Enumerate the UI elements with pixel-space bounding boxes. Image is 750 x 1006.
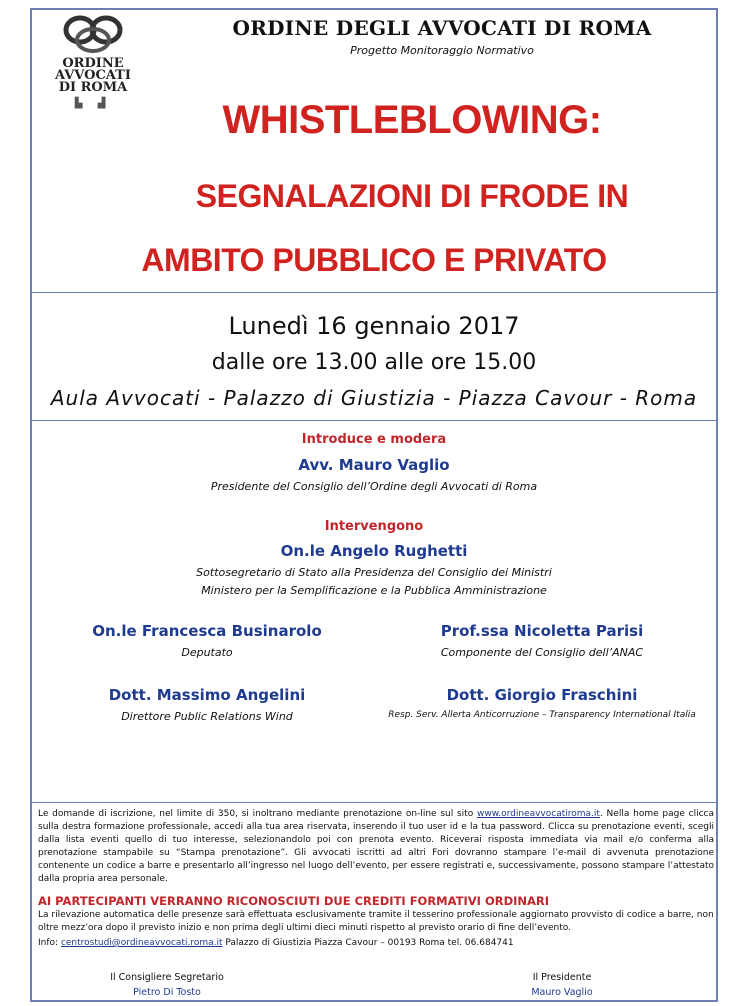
logo-line: DI ROMA xyxy=(58,80,128,95)
logo-line: ORDINE xyxy=(62,56,124,71)
speaker-card xyxy=(72,622,342,659)
signature-name: Mauro Vaglio xyxy=(531,987,593,998)
contact-info xyxy=(38,938,714,948)
organization-name: ORDINE DEGLI AVVOCATI DI ROMA xyxy=(232,16,652,40)
info-address: Palazzo di Giustizia Piazza Cavour – 00193 Roma tel. 06.684741 xyxy=(222,938,514,948)
main-speaker-role: Ministero per la Semplificazione e la Pubblica Amministrazione xyxy=(201,584,547,597)
speaker-card xyxy=(392,622,692,659)
speaker-name: Dott. Massimo Angelini xyxy=(108,686,306,704)
signature-name: Pietro Di Tosto xyxy=(133,987,201,998)
event-title-line3: AMBITO PUBBLICO E PRIVATO xyxy=(141,242,607,278)
speaker-name: Prof.ssa Nicoletta Parisi xyxy=(440,622,644,640)
signature-title: Il Presidente xyxy=(532,972,592,983)
signature-secretary xyxy=(72,972,262,998)
main-speaker-name: On.le Angelo Rughetti xyxy=(280,542,468,560)
speaker-name: Dott. Giorgio Fraschini xyxy=(446,686,638,704)
registration-info xyxy=(38,808,714,886)
speakers-label: Intervengono xyxy=(324,519,424,534)
attendance-notice: La rilevazione automatica delle presenze sarà effettuata esclusivamente tramite il tesserino professionale aggiornato provvisto di codice a barre, non oltre mezz’ora dopo il previsto inizio e non prima degli ultimi dieci minuti rispetto al previsto orario di fine dell’evento. xyxy=(38,910,714,933)
email-link[interactable]: centrostudi@ordineavvocati.roma.it xyxy=(60,938,223,948)
signature-title: Il Consigliere Segretario xyxy=(110,972,224,983)
signature-president xyxy=(492,972,632,998)
speaker-role: Resp. Serv. Allerta Anticorruzione – Transparency International Italia xyxy=(388,710,696,720)
event-title-line1: WHISTLEBLOWING: xyxy=(222,98,602,142)
speaker-name: On.le Francesca Businarolo xyxy=(92,622,322,640)
knot-emblem-icon xyxy=(62,14,124,56)
speaker-card xyxy=(72,686,342,723)
speaker-card xyxy=(372,686,712,720)
event-time: dalle ore 13.00 alle ore 15.00 xyxy=(211,350,537,375)
bar-logo xyxy=(44,14,142,109)
project-name: Progetto Monitoraggio Normativo xyxy=(350,44,534,57)
speaker-role: Direttore Public Relations Wind xyxy=(121,710,293,723)
logo-line: AVVOCATI xyxy=(55,68,131,83)
registration-text: . Nella home page clicca sulla destra formazione professionale, accedi alla tua area riservata, inserendo il tuo user id e la tua password. Clicca su prenotazione eventi, scegli dalla lista eventi quello di tuo interesse, selezionandolo poi con prenota evento. Riceverai risposta immediata via mail e/o conferma alla prenotazione stampabile su “Stampa prenotazione”. Gli avvocati iscritti ad altri Fori dovranno stampare l’e-mail di avvenuta prenotazione contenente un codice a barre e presentarlo all’ingresso nel luogo dell’evento, per essere registrati e, successivamente, possono stampare l’attestato dalla propria area personale. xyxy=(38,809,714,884)
header-section xyxy=(32,10,716,293)
event-title-line2: SEGNALAZIONI DI FRODE IN xyxy=(195,178,629,214)
moderator-label: Introduce e modera xyxy=(301,432,447,447)
speaker-role: Componente del Consiglio dell’ANAC xyxy=(440,646,644,659)
website-link[interactable]: www.ordineavvocatiroma.it xyxy=(476,809,600,819)
flyer-frame xyxy=(30,8,718,1002)
info-prefix: Info: xyxy=(38,938,61,948)
moderator-name: Avv. Mauro Vaglio xyxy=(298,456,450,474)
credits-notice: AI PARTECIPANTI VERRANNO RICONOSCIUTI DUE CREDITI FORMATIVI ORDINARI xyxy=(38,894,550,908)
divider xyxy=(32,420,716,421)
moderator-role: Presidente del Consiglio dell’Ordine degli Avvocati di Roma xyxy=(210,480,538,493)
speaker-role: Deputato xyxy=(181,646,233,659)
event-date: Lunedì 16 gennaio 2017 xyxy=(228,312,520,340)
divider xyxy=(32,802,716,803)
logo-marks-icon: ▙ ▟ xyxy=(74,98,112,109)
registration-text: Le domande di iscrizione, nel limite di 350, si inoltrano mediante prenotazione on-line sul sito xyxy=(38,809,477,819)
main-speaker-role: Sottosegretario di Stato alla Presidenza del Consiglio dei Ministri xyxy=(196,566,552,579)
event-location: Aula Avvocati - Palazzo di Giustizia - Piazza Cavour - Roma xyxy=(50,386,698,410)
